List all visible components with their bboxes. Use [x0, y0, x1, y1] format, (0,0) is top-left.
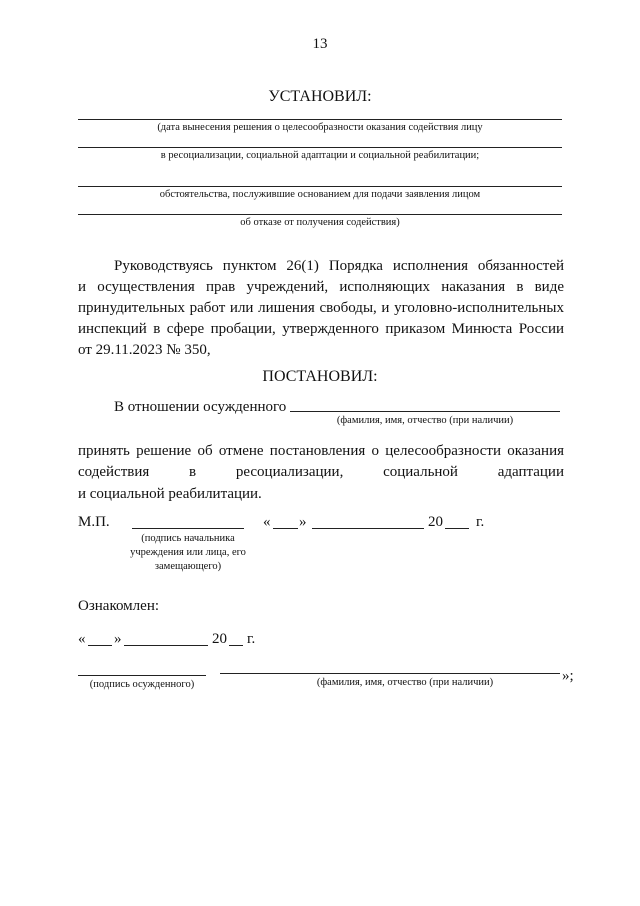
decision-word-5: адаптации — [497, 464, 564, 480]
decision-word-1: содействия — [78, 464, 150, 480]
date-year-prefix: 20 — [428, 514, 443, 530]
acq-day-line — [88, 645, 112, 646]
convicted-name-caption: (фамилия, имя, отчество (при наличии) — [336, 415, 514, 426]
stamp-label: М.П. — [78, 514, 110, 530]
decision-line-2 — [78, 462, 564, 483]
convict-signature-caption: (подпись осужденного) — [89, 679, 195, 690]
acq-month-line — [124, 645, 208, 646]
guided-paragraph-line-2: и осуществления прав учреждений, исполняющих наказания в виде — [78, 279, 564, 295]
convict-signature-line — [78, 675, 206, 676]
acq-year-prefix: 20 — [212, 631, 227, 647]
guided-paragraph-line-4: инспекций в сфере пробации, утвержденного приказом Минюста России — [78, 321, 564, 337]
guided-paragraph-line-1: Руководствуясь пунктом 26(1) Порядка исполнения обязанностей — [114, 258, 564, 274]
acq-year-line — [229, 645, 243, 646]
decision-word-2: в — [189, 464, 197, 480]
convict-name-caption: (фамилия, имя, отчество (при наличии) — [316, 677, 494, 688]
guided-paragraph-line-3: принудительных работ или лишения свободы, и уголовно-исполнительных — [78, 300, 564, 316]
caption-line-4: об отказе от получения содействия) — [240, 217, 400, 228]
acq-quote-close: » — [114, 631, 122, 647]
decision-word-3: ресоциализации, — [235, 464, 344, 480]
guided-paragraph-line-5: от 29.11.2023 № 350, — [78, 342, 211, 358]
head-signature-line — [132, 528, 244, 529]
acquainted-label: Ознакомлен: — [78, 598, 160, 614]
head-signature-caption: (подпись начальника учреждения или лица, его замещающего) — [130, 533, 246, 572]
convicted-name-line — [290, 411, 560, 412]
caption-line-3: обстоятельства, послужившие основанием для подачи заявления лицом — [159, 189, 481, 200]
decision-word-4: социальной — [383, 464, 458, 480]
date-year-line — [445, 528, 469, 529]
caption-line-2: в ресоциализации, социальной адаптации и социальной реабилитации; — [160, 150, 480, 161]
date-year-suffix: г. — [476, 514, 485, 530]
blank-line-1 — [78, 119, 562, 120]
acq-year-suffix: г. — [247, 631, 256, 647]
convict-name-line — [220, 673, 560, 674]
date-quote-close: » — [299, 514, 307, 530]
acq-quote-open: « — [78, 631, 86, 647]
decision-line-3: и социальной реабилитации. — [78, 486, 262, 502]
closing-mark: »; — [562, 668, 574, 684]
convicted-label: В отношении осужденного — [114, 399, 287, 415]
blank-line-4 — [78, 214, 562, 215]
decision-line-1: принять решение об отмене постановления о целесообразности оказания — [78, 443, 564, 459]
page-number: 13 — [312, 36, 328, 52]
caption-line-1: (дата вынесения решения о целесообразности оказания содействия лицу — [157, 122, 483, 133]
decided-heading: ПОСТАНОВИЛ: — [262, 368, 378, 385]
date-quote-open: « — [263, 514, 271, 530]
established-heading: УСТАНОВИЛ: — [268, 88, 372, 105]
date-day-line — [273, 528, 298, 529]
date-month-line — [312, 528, 424, 529]
blank-line-3 — [78, 186, 562, 187]
blank-line-2 — [78, 147, 562, 148]
